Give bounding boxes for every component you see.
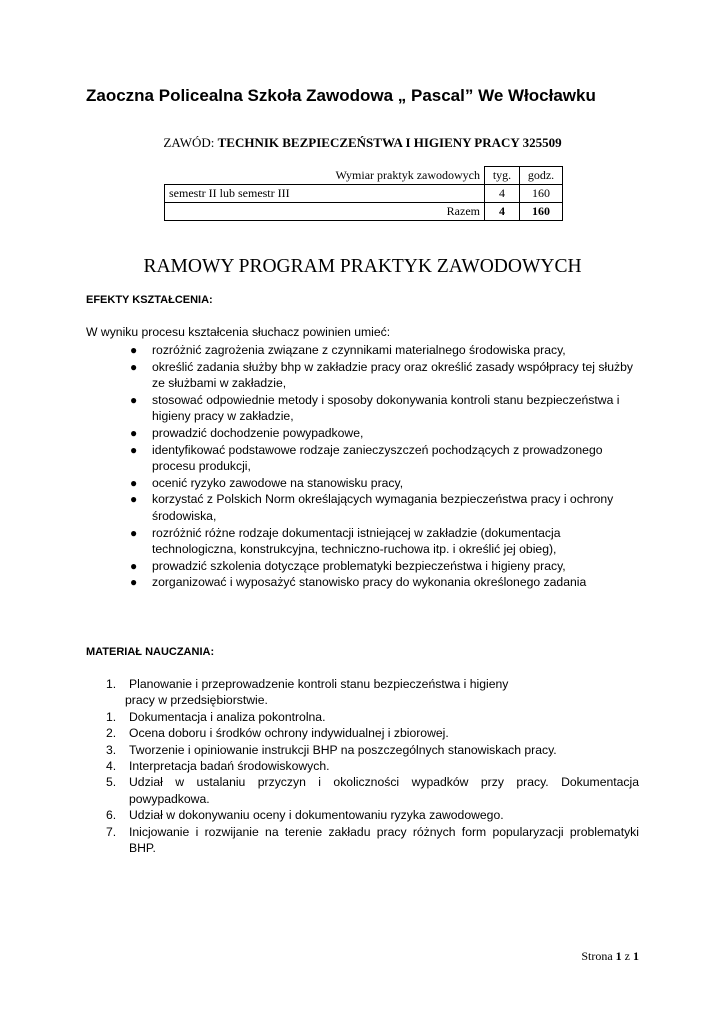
- table-row-label: semestr II lub semestr III: [165, 185, 485, 203]
- list-item-text: rozróżnić zagrożenia związane z czynnikami materialnego środowiska pracy,: [152, 343, 566, 357]
- table-col-hours: godz.: [520, 167, 563, 185]
- list-item: [126, 342, 636, 359]
- table-total-hours: 160: [520, 203, 563, 221]
- table-col-weeks: tyg.: [485, 167, 520, 185]
- bullet-icon: ●: [130, 525, 138, 540]
- list-item: [126, 475, 636, 492]
- outcomes-list: [126, 342, 636, 591]
- bullet-icon: ●: [130, 558, 138, 573]
- list-item-text: Interpretacja badań środowiskowych.: [129, 759, 330, 774]
- list-item-text: Udział w dokonywaniu oceny i dokumentowaniu ryzyka zawodowego.: [129, 808, 504, 823]
- profession-label: ZAWÓD:: [163, 135, 218, 150]
- table-total-label: Razem: [165, 203, 485, 221]
- list-item: [106, 676, 639, 709]
- list-item-number: 1.: [106, 677, 117, 691]
- list-item-text: Ocena doboru i środków ochrony indywidualnej i zbiorowej.: [129, 726, 449, 741]
- list-item: [126, 574, 636, 591]
- hours-table: [164, 166, 563, 221]
- table-total-row: [165, 203, 563, 221]
- list-item-text: Inicjowanie i rozwijanie na terenie zakładu pracy różnych form popularyzacji problematyki BHP.: [129, 824, 639, 856]
- list-item-number: 6.: [106, 808, 117, 823]
- page-total: 1: [633, 949, 639, 963]
- outcomes-heading: EFEKTY KSZTAŁCENIA:: [86, 294, 213, 306]
- list-item-text: prowadzić szkolenia dotyczące problematyki bezpieczeństwa i higieny pracy,: [152, 558, 566, 573]
- list-item-text: stosować odpowiednie metody i sposoby dokonywania kontroli stanu bezpieczeństwa i higieny pracy w zakładzie,: [152, 392, 620, 424]
- list-item: [106, 725, 639, 741]
- list-item-text: Planowanie i przeprowadzenie kontroli stanu bezpieczeństwa i higieny: [129, 677, 509, 691]
- list-item: [106, 709, 639, 725]
- list-item: [106, 742, 639, 758]
- list-item-text: prowadzić dochodzenie powypadkowe,: [152, 425, 364, 440]
- material-heading: MATERIAŁ NAUCZANIA:: [86, 646, 215, 658]
- bullet-icon: ●: [130, 475, 138, 490]
- list-item-number: 7.: [106, 824, 117, 839]
- list-item: [126, 442, 636, 475]
- page-of: z: [621, 949, 633, 963]
- list-item: [126, 392, 636, 425]
- table-row: [165, 185, 563, 203]
- table-header-row: [165, 167, 563, 185]
- table-header-label: Wymiar praktyk zawodowych: [335, 167, 480, 182]
- list-item: [126, 558, 636, 575]
- list-item-number: 1.: [106, 709, 117, 724]
- list-item: [126, 491, 636, 524]
- table-row-weeks: 4: [485, 185, 520, 203]
- bullet-icon: ●: [130, 343, 138, 357]
- table-total-weeks: 4: [485, 203, 520, 221]
- list-item-text: zorganizować i wyposażyć stanowisko pracy do wykonania określonego zadania: [152, 575, 587, 590]
- program-title: RAMOWY PROGRAM PRAKTYK ZAWODOWYCH: [143, 256, 582, 277]
- list-item-text: Tworzenie i opiniowanie instrukcji BHP na poszczególnych stanowiskach pracy.: [129, 742, 557, 757]
- list-item-text-continued: pracy w przedsiębiorstwie.: [125, 693, 268, 708]
- page-title: Zaoczna Policealna Szkoła Zawodowa „ Pascal” We Włocławku: [86, 86, 596, 105]
- material-list: [106, 676, 639, 856]
- page-word: Strona: [581, 949, 616, 963]
- bullet-icon: ●: [130, 425, 138, 440]
- list-item-text: ocenić ryzyko zawodowe na stanowisku pracy,: [152, 475, 404, 490]
- bullet-icon: ●: [130, 492, 138, 507]
- list-item-text: Dokumentacja i analiza pokontrolna.: [129, 709, 326, 724]
- list-item: [126, 425, 636, 442]
- page-current: 1: [615, 949, 622, 963]
- list-item: [106, 774, 639, 807]
- list-item-number: 2.: [106, 726, 117, 741]
- list-item-text: Udział w ustalaniu przyczyn i okoliczności wypadków przy pracy. Dokumentacja powypadkowa.: [129, 775, 639, 806]
- bullet-icon: ●: [130, 442, 138, 457]
- list-item-number: 5.: [106, 775, 117, 790]
- outcomes-intro: W wyniku procesu kształcenia słuchacz powinien umieć:: [86, 325, 391, 339]
- profession-name: TECHNIK BEZPIECZEŃSTWA I HIGIENY PRACY 325509: [217, 135, 562, 150]
- list-item: [106, 758, 639, 774]
- table-row-hours: 160: [520, 185, 563, 203]
- list-item: [106, 807, 639, 823]
- list-item-number: 3.: [106, 742, 117, 757]
- bullet-icon: ●: [130, 575, 138, 590]
- list-item-number: 4.: [106, 759, 117, 774]
- list-item-text: identyfikować podstawowe rodzaje zanieczyszczeń pochodzących z prowadzonego procesu produkcji,: [152, 442, 603, 474]
- list-item-text: rozróżnić różne rodzaje dokumentacji istniejącej w zakładzie (dokumentacja technologiczna, konstrukcyjna, techniczno-ruchowa itp. i określić jej obieg),: [152, 525, 561, 557]
- list-item: [106, 824, 639, 857]
- page-footer: [581, 949, 639, 964]
- bullet-icon: ●: [130, 359, 138, 374]
- list-item: [126, 525, 636, 558]
- list-item-text: określić zadania służby bhp w zakładzie pracy oraz określić zasady współpracy tej służby ze służbami w zakładzie,: [152, 359, 633, 391]
- profession-line: [0, 135, 725, 151]
- bullet-icon: ●: [130, 392, 138, 407]
- list-item: [126, 359, 636, 392]
- list-item-text: korzystać z Polskich Norm określających wymagania bezpieczeństwa pracy i ochrony środowiska,: [152, 492, 614, 523]
